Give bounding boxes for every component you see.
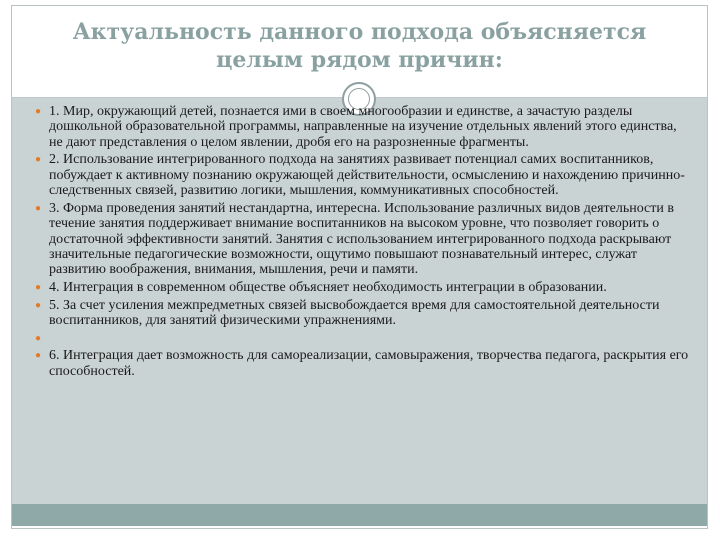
list-item-text: 5. За счет усиления межпредметных связей высвобождается время для самостоятельной деятельности воспитанников, для занятий физическими упражнениями. [49, 297, 660, 329]
list-item-text: 3. Форма проведения занятий нестандартна, интересна. Использование различных видов деятельности в течение занятия поддерживает внимание воспитанников на высоком уровне, что позволяет говорить о достаточной эффективности занятий. Занятия с использованием интегрированного подхода раскрывают значительные педагогические возможности, ощутимо повышают познавательный интерес, служат развитию воображения, внимания, мышления, речи и памяти. [49, 200, 674, 278]
list-item [35, 280, 689, 296]
list-item [35, 152, 689, 199]
slide-title-line-1: Актуальность данного подхода объясняется [72, 19, 647, 45]
bullet-icon: ● [35, 332, 42, 344]
list-item [35, 104, 689, 150]
list-item [35, 200, 689, 278]
slide-title-line-2: целым рядом причин: [216, 47, 503, 73]
list-item-text: 4. Интеграция в современном обществе объясняет необходимость интеграции в образовании. [49, 280, 607, 296]
bullet-icon: ● [35, 202, 42, 214]
list-item [35, 348, 689, 379]
list-item-text: 2. Использование интегрированного подхода на занятиях развивает потенциал самих воспитанников, побуждает к активному познанию окружающей действительности, осмыслению и нахождению причинно-следственных связей, развитию логики, мышления, коммуникативных способностей. [49, 152, 685, 199]
list-item-empty [35, 331, 689, 346]
bullet-icon: ● [35, 154, 42, 166]
list-item-text: 1. Мир, окружающий детей, познается ими в своем многообразии и единстве, а зачастую разделы дошкольной образовательной программы, направленные на изучение отдельных явлений этого единства, не дают представления о целом явлении, дробя его на разрозненные фрагменты. [49, 104, 677, 150]
bullet-icon: ● [35, 106, 42, 117]
footer-bar [12, 504, 707, 526]
reasons-list [35, 104, 689, 381]
bullet-icon: ● [35, 299, 42, 311]
list-item [35, 297, 689, 329]
list-item-text: 6. Интеграция дает возможность для самореализации, самовыражения, творчества педагога, раскрытия его способностей. [49, 348, 689, 379]
slide-title [12, 18, 707, 74]
bullet-icon: ● [35, 350, 42, 362]
bullet-icon: ● [35, 282, 42, 294]
